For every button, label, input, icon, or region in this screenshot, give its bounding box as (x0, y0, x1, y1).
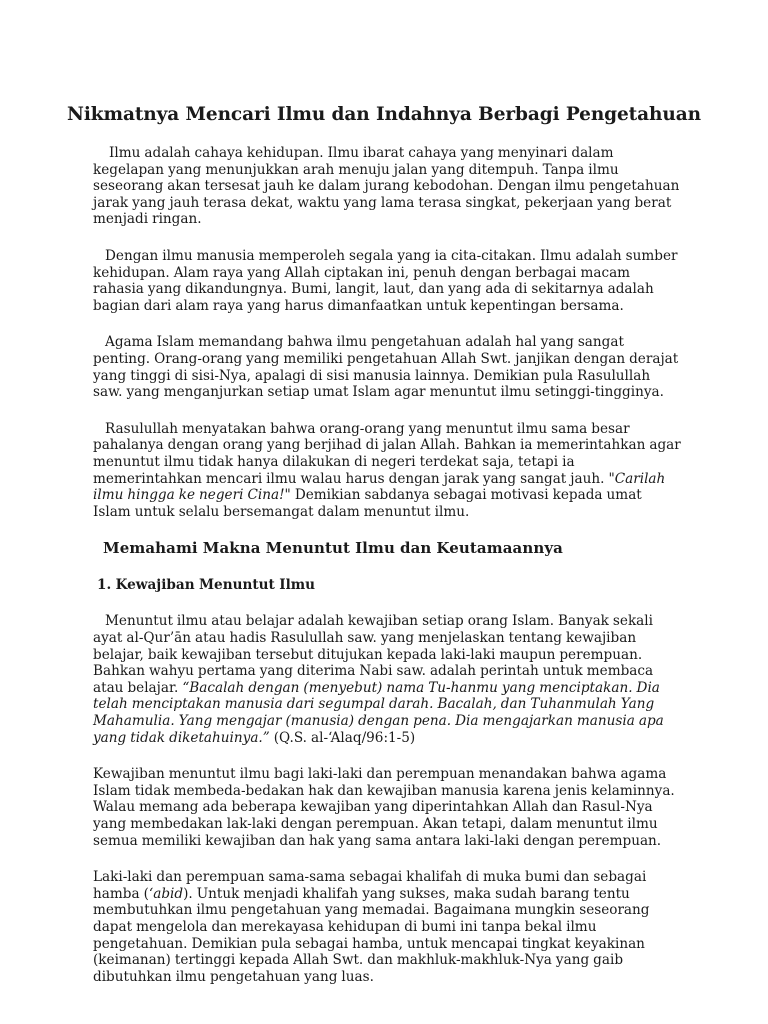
abid-term: ‘abid (148, 885, 184, 902)
paragraph-7-end: ). Untuk menjadi khalifah yang sukses, maka sudah barang tentu membutuhkan ilmu pengetahuan yang memadai. Bagaimana mungkin seseorang dapat mengelola dan merekayasa kehidupan di bumi ini tanpa bekal ilmu pengetahuan. Demikian pula sebagai hamba, untuk mencapai tingkat keyakinan (keimanan) tertinggi kepada Allah Swt. dan makhluk-makhluk-Nya yang gaib dibutuhkan ilmu pengetahuan yang luas. (93, 885, 650, 985)
document-title: Nikmatnya Mencari Ilmu dan Indahnya Berbagi Pengetahuan (67, 104, 701, 125)
paragraph-2: Dengan ilmu manusia memperoleh segala yang ia cita-citakan. Ilmu adalah sumber kehidupan. Alam raya yang Allah ciptakan ini, penuh dengan berbagai macam rahasia yang dikandungnya. Bumi, langit, laut, dan yang ada di sekitarnya adalah bagian dari alam raya yang harus dimanfaatkan untuk kepentingan bersama. (93, 247, 678, 314)
paragraph-5-text: Menuntut ilmu atau belajar adalah kewajiban setiap orang Islam. Banyak sekali ayat al-Qur’ān atau hadis Rasulullah saw. yang menjelaskan tentang kewajiban belajar, baik kewajiban tersebut ditujukan kepada laki-laki maupun perempuan. Bahkan wahyu pertama yang diterima Nabi saw. adalah perintah untuk membaca atau belajar. (93, 613, 654, 696)
paragraph-4-end: Demikian sabdanya sebagai motivasi kepada umat Islam untuk selalu bersemangat dalam menuntut ilmu. (93, 487, 642, 520)
subsection-heading: 1. Kewajiban Menuntut Ilmu (97, 576, 316, 593)
hadith-quote: "Carilah ilmu hingga ke negeri Cina!" (93, 470, 666, 504)
document-body (93, 145, 681, 985)
paragraph-4 (93, 421, 681, 521)
paragraph-4-text: Rasulullah menyatakan bahwa orang-orang yang menuntut ilmu sama besar pahalanya dengan orang yang berjihad di jalan Allah. Bahkan ia memerintahkan agar menuntut ilmu tidak hanya dilakukan di negeri terdekat saja, tetapi ia memerintahkan mencari ilmu walau harus dengan jarak yang sangat jauh. (93, 420, 681, 487)
section-heading: Memahami Makna Menuntut Ilmu dan Keutamaannya (103, 539, 563, 558)
paragraph-7-text: Laki-laki dan perempuan sama-sama sebagai khalifah di muka bumi dan sebagai hamba ( (93, 869, 647, 902)
paragraph-6: Kewajiban menuntut ilmu bagi laki-laki dan perempuan menandakan bahwa agama Islam tidak membeda-bedakan hak dan kewajiban manusia karena jenis kelaminnya. Walau memang ada beberapa kewajiban yang diperintahkan Allah dan Rasul-Nya yang membedakan lak-laki dengan perempuan. Akan tetapi, dalam menuntut ilmu semua memiliki kewajiban dan hak yang sama antara laki-laki dengan perempuan. (93, 766, 675, 849)
quran-reference: (Q.S. al-‘Alaq/96:1-5) (273, 729, 416, 746)
paragraph-1: Ilmu adalah cahaya kehidupan. Ilmu ibarat cahaya yang menyinari dalam kegelapan yang menunjukkan arah menuju jalan yang ditempuh. Tanpa ilmu seseorang akan tersesat jauh ke dalam jurang kebodohan. Dengan ilmu pengetahuan jarak yang jauh terasa dekat, waktu yang lama terasa singkat, pekerjaan yang berat menjadi ringan. (93, 145, 680, 228)
paragraph-3: Agama Islam memandang bahwa ilmu pengetahuan adalah hal yang sangat penting. Orang-orang yang memiliki pengetahuan Allah Swt. janjikan dengan derajat yang tinggi di sisi-Nya, apalagi di sisi manusia lainnya. Demikian pula Rasulullah saw. yang menganjurkan setiap umat Islam agar menuntut ilmu setinggi-tingginya. (93, 334, 679, 401)
paragraph-5 (93, 613, 681, 746)
quran-quote: “Bacalah dengan (menyebut) nama Tu-hanmu yang menciptakan. Dia telah menciptakan manusia dari segumpal darah. Bacalah, dan Tuhanmulah Yang Mahamulia. Yang mengajar (manusia) dengan pena. Dia mengajarkan manusia apa yang tidak diketahuinya.” (93, 679, 664, 746)
paragraph-7 (93, 869, 681, 985)
